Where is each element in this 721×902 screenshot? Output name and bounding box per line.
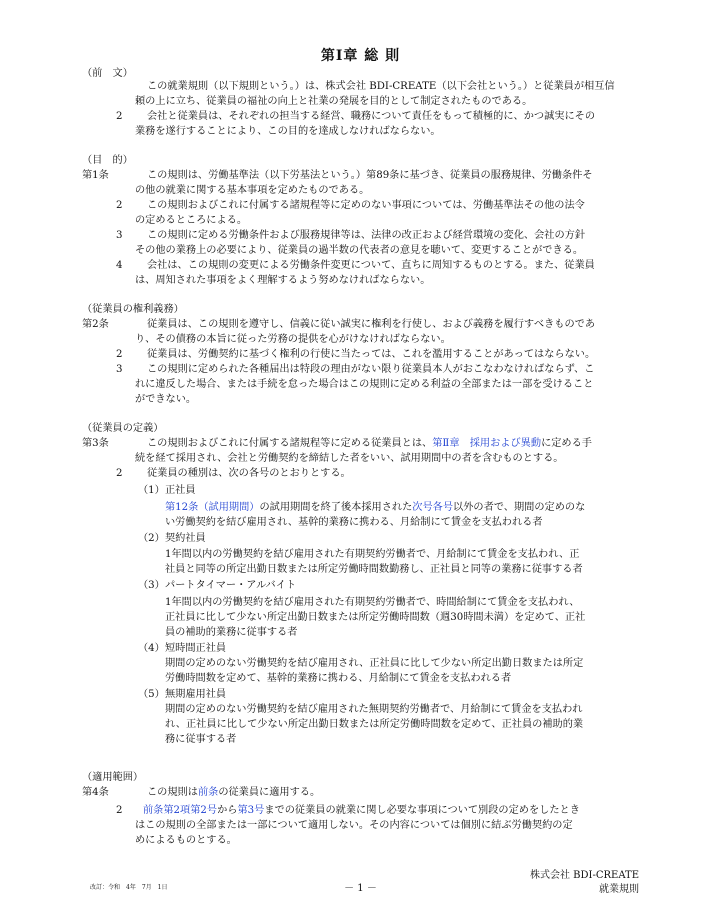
- article12-link[interactable]: 第12条（試用期間）: [165, 502, 260, 513]
- item1-line2: い労働契約を結び雇用され、基幹的業務に携わる、月給制にて賃金を支払われる者: [165, 517, 543, 528]
- art3-p1-post: に定める手: [541, 438, 592, 449]
- item-title: 無期雇用社員: [165, 689, 227, 700]
- item2-line2: 社員と同等の所定出勤日数または所定労働時間数勤務し、正社員と同等の業務に従事する者: [165, 564, 583, 575]
- item-number: （5）: [138, 689, 165, 700]
- item5-line3: 務に従事する者: [165, 734, 237, 745]
- footer-company: 株式会社 BDI-CREATE: [530, 870, 639, 881]
- item5-line2: れ、正社員に比して少ない所定出勤日数または所定労働時間数を定めて、正社員の補助的業: [165, 719, 584, 730]
- art3-p1-line2: 続を経て採用され、会社と労働契約を締結した者をいい、試用期間中の者を含むものとする。: [135, 453, 564, 464]
- article-label: 第3条: [82, 438, 109, 449]
- paragraph-number: 3: [116, 230, 123, 241]
- footer-document: 就業規則: [599, 884, 639, 895]
- item-number: （4）: [138, 643, 165, 654]
- section-heading-purpose: （目 的）: [82, 155, 133, 166]
- section-heading-definition: （従業員の定義）: [82, 423, 164, 434]
- art1-p3-line1: この規則に定める労働条件および服務規律等は、法律の改正および経営環境の変化、会社の方針: [147, 230, 586, 241]
- paragraph-number: 4: [116, 260, 123, 271]
- item3-link[interactable]: 第3号: [237, 805, 265, 816]
- art4-p2-line3: めによるものとする。: [135, 835, 237, 846]
- paragraph-number: 2: [116, 805, 123, 816]
- page-number: － 1 －: [344, 883, 377, 894]
- paragraph-number: 2: [116, 200, 123, 211]
- item-number: （2）: [138, 533, 165, 544]
- page-title: 第Ⅰ章 総 則: [320, 48, 401, 64]
- preamble-p1-line1: この就業規則（以下規則という。）は、株式会社 BDI-CREATE（以下会社という。）と従業員が相互信: [147, 81, 615, 92]
- item1-post: 以外の者で、期間の定めのな: [453, 502, 586, 513]
- art4-p2-line1: [143, 803, 580, 818]
- art2-p1-line2: り、その債務の本旨に従った労務の提供を心がけなければならない。: [135, 334, 451, 345]
- item-title: 契約社員: [165, 533, 206, 544]
- article-label: 第1条: [82, 170, 109, 181]
- art4-p1-pre: この規則は: [147, 787, 198, 798]
- item3-line3: 員の補助的業務に従事する者: [165, 627, 298, 638]
- art2-p3-line2: れに違反した場合、または手続を怠った場合はこの規則に定める利益の全部または一部を受けること: [135, 379, 594, 390]
- art2-p1-line1: 従業員は、この規則を遵守し、信義に従い誠実に権利を行使し、および義務を履行すべきものであ: [147, 319, 596, 330]
- paragraph-number: 2: [116, 349, 123, 360]
- item-number: （1）: [138, 485, 165, 496]
- item-title: パートタイマー・アルバイト: [165, 580, 297, 591]
- art1-p3-line2: その他の業務上の必要により、従業員の過半数の代表者の意見を聴いて、変更することができる。: [135, 245, 584, 256]
- art3-p1-pre: この規則およびこれに付属する諸規程等に定める従業員とは、: [147, 438, 433, 449]
- item5-line1: 期間の定めのない労働契約を結び雇用された無期契約労働者で、月給制にて賃金を支払われ: [165, 704, 583, 715]
- revision-date: 改訂：令和 4年 7月 1日: [90, 884, 168, 891]
- paragraph-number: 3: [116, 364, 123, 375]
- next-items-link[interactable]: 次号各号: [412, 502, 454, 513]
- item3-line1: 1年間以内の労働契約を結び雇用された有期契約労働者で、時間給制にて賃金を支払われ、: [165, 597, 580, 608]
- art4-p2-mid: から: [217, 805, 238, 816]
- art3-p2-item2-link[interactable]: 前条第2項第2号: [143, 805, 218, 816]
- chapter2-link[interactable]: 第Ⅱ章 採用および異動: [432, 438, 542, 449]
- art3-p1-line1: [147, 436, 592, 451]
- previous-article-link[interactable]: 前条: [197, 787, 219, 798]
- art2-p3-line3: ができない。: [135, 394, 197, 405]
- art1-p2-line1: この規則およびこれに付属する諸規程等に定めのない事項については、労働基準法その他の法令: [147, 200, 585, 211]
- art1-p1-line2: の他の就業に関する基本事項を定めたものである。: [135, 185, 370, 196]
- preamble-p2-line1: 会社と従業員は、それぞれの担当する経営、職務について責任をもって積極的に、かつ誠実にその: [147, 111, 596, 122]
- item4-line2: 労働時間数を定めて、基幹的業務に携わる、月給制にて賃金を支払われる者: [165, 673, 512, 684]
- art4-p1-line1: [147, 785, 320, 800]
- preamble-p2-line2: 業務を遂行することにより、この目的を達成しなければならない。: [135, 126, 441, 137]
- item2-line1: 1年間以内の労働契約を結び雇用された有期契約労働者で、月給制にて賃金を支払われ、正: [165, 549, 580, 560]
- preamble-p1-line2: 頼の上に立ち、従業員の福祉の向上と社業の発展を目的として制定されたものである。: [135, 96, 533, 107]
- art3-p2-line1: 従業員の種別は、次の各号のとおりとする。: [147, 468, 351, 479]
- art4-p2-line2: はこの規則の全部または一部について適用しない。その内容については個別に結ぶ労働契約の定: [135, 820, 573, 831]
- item-title: 正社員: [165, 485, 196, 496]
- art4-p1-post: の従業員に適用する。: [218, 787, 321, 798]
- section-heading-rights: （従業員の権利義務）: [82, 304, 184, 315]
- article-label: 第4条: [82, 787, 109, 798]
- item-title: 短時間正社員: [165, 643, 227, 654]
- art1-p1-line1: この規則は、労働基準法（以下労基法という。）第89条に基づき、従業員の服務規律、労働条件そ: [147, 170, 593, 181]
- item1-line1: [165, 500, 585, 515]
- item4-line1: 期間の定めのない労働契約を結び雇用され、正社員に比して少ない所定出勤日数または所定: [165, 658, 584, 669]
- paragraph-number: 2: [116, 111, 123, 122]
- item3-line2: 正社員に比して少ない所定出勤日数または所定労働時間数（週30時間未満）を定めて、正社: [165, 612, 586, 623]
- item-number: （3）: [138, 580, 165, 591]
- paragraph-number: 2: [116, 468, 123, 479]
- art1-p4-line2: は、周知された事項をよく理解するよう努めなければならない。: [135, 275, 431, 286]
- article-label: 第2条: [82, 319, 109, 330]
- section-heading-scope: （適用範囲）: [82, 772, 144, 783]
- art4-p2-post: までの従業員の就業に関し必要な事項について別段の定めをしたとき: [264, 805, 580, 816]
- art1-p2-line2: の定めるところによる。: [135, 215, 248, 226]
- section-heading-preamble: （前 文）: [82, 68, 133, 79]
- art1-p4-line1: 会社は、この規則の変更による労働条件変更について、直ちに周知するものとする。また、従業員: [147, 260, 595, 271]
- item1-mid: の試用期間を終了後本採用された: [259, 502, 413, 513]
- art2-p3-line1: この規則に定められた各種届出は特段の理由がない限り従業員本人がおこなわなければならず、こ: [147, 364, 595, 375]
- art2-p2-line1: 従業員は、労働契約に基づく権利の行使に当たっては、これを濫用することがあってはならない。: [147, 349, 596, 360]
